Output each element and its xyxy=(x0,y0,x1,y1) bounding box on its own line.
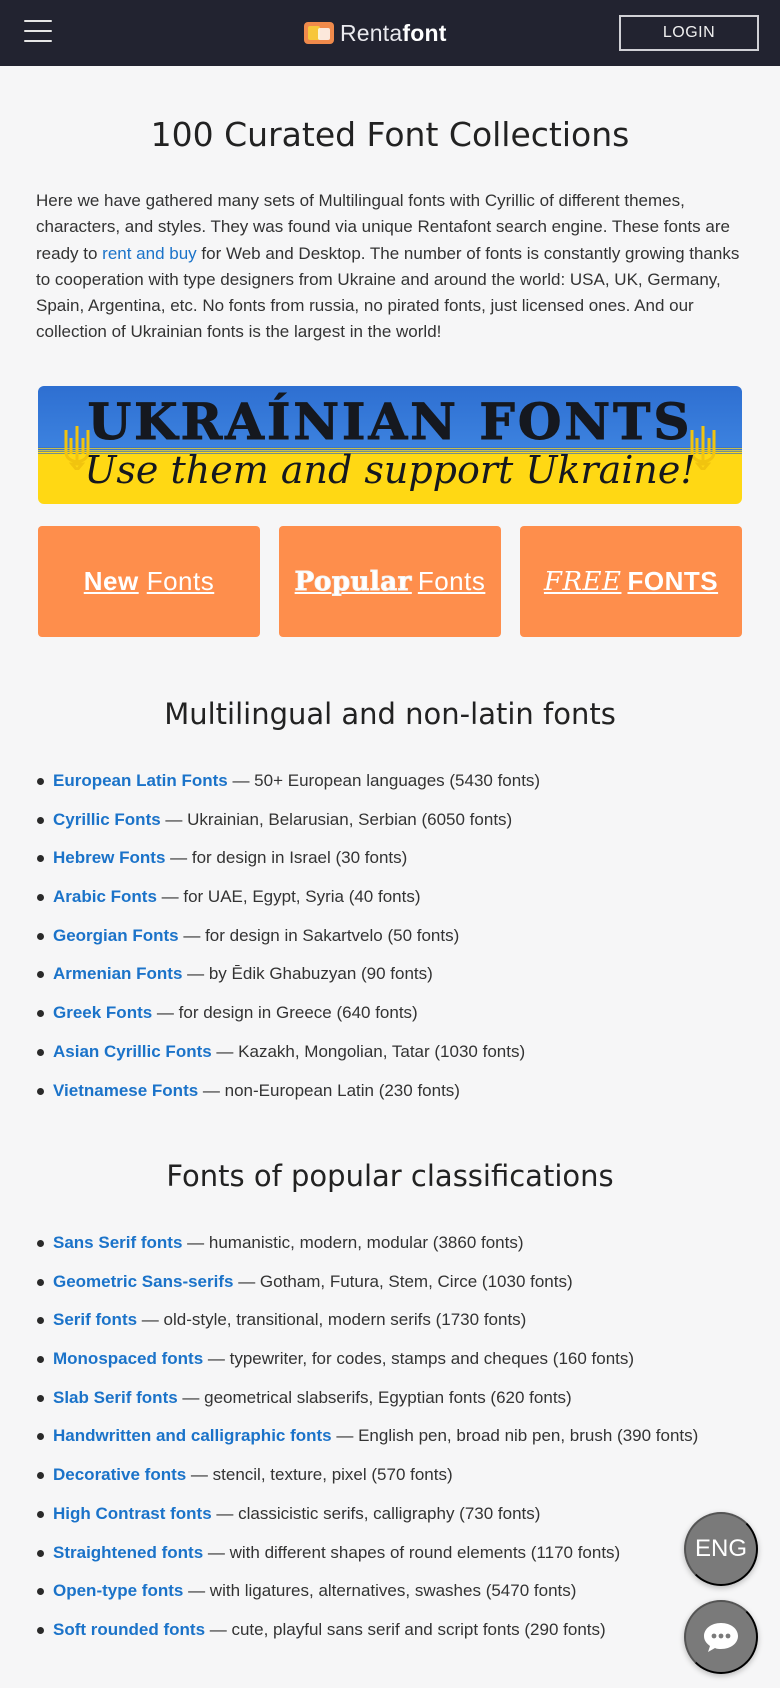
banner-subtitle: Use them and support Ukraine! xyxy=(84,448,696,492)
list-item: Georgian Fonts — for design in Sakartvelo (50 fonts) xyxy=(53,925,763,964)
new-fonts-tile[interactable]: New Fonts xyxy=(38,526,260,637)
rentafont-logo[interactable] xyxy=(304,18,447,48)
list-item: Slab Serif fonts — geometrical slabserifs, Egyptian fonts (620 fonts) xyxy=(53,1387,763,1426)
rent-and-buy-link[interactable]: rent and buy xyxy=(102,243,197,263)
list-item: Serif fonts — old-style, transitional, modern serifs (1730 fonts) xyxy=(53,1309,763,1348)
list-item: Asian Cyrillic Fonts — Kazakh, Mongolian, Tatar (1030 fonts) xyxy=(53,1041,763,1080)
list-item: Soft rounded fonts — cute, playful sans serif and script fonts (290 fonts) xyxy=(53,1619,763,1658)
list-item: European Latin Fonts — 50+ European languages (5430 fonts) xyxy=(53,770,763,809)
page-title: 100 Curated Font Collections xyxy=(150,115,630,154)
section-title-multilingual: Multilingual and non-latin fonts xyxy=(164,697,616,731)
list-item: Decorative fonts — stencil, texture, pixel (570 fonts) xyxy=(53,1464,763,1503)
ukrainian-fonts-banner[interactable] xyxy=(38,386,742,504)
intro-paragraph: Here we have gathered many sets of Multilingual fonts with Cyrillic of different themes, characters, and styles. They was found via unique Rentafont search engine. These fonts are ready to rent and buy for Web and Desktop. The number of fonts is constantly growing thanks to cooperation with type designers from Ukraine and around the world: USA, UK, Germany, Spain, Argentina, etc. No fonts from russia, no pirated fonts, just licensed ones. And our collection of Ukrainian fonts is the largest in the world! xyxy=(36,191,740,342)
login-button[interactable]: LOGIN xyxy=(619,15,759,51)
banner-title: UKRAÍNIAN FONTS xyxy=(87,392,693,451)
chat-bubble-icon xyxy=(702,1621,740,1653)
list-item: Sans Serif fonts — humanistic, modern, modular (3860 fonts) xyxy=(53,1232,763,1271)
list-item: Vietnamese Fonts — non-European Latin (230 fonts) xyxy=(53,1080,763,1119)
list-item: Cyrillic Fonts — Ukrainian, Belarusian, Serbian (6050 fonts) xyxy=(53,809,763,848)
logo-text: Rentafont xyxy=(340,19,447,46)
list-item: Open-type fonts — with ligatures, alternatives, swashes (5470 fonts) xyxy=(53,1580,763,1619)
section-title-classifications: Fonts of popular classifications xyxy=(166,1159,614,1193)
chat-button[interactable] xyxy=(684,1600,758,1674)
language-button[interactable]: ENG xyxy=(684,1512,758,1586)
list-item: Monospaced fonts — typewriter, for codes, stamps and cheques (160 fonts) xyxy=(53,1348,763,1387)
list-item: Armenian Fonts — by Ēdik Ghabuzyan (90 fonts) xyxy=(53,963,763,1002)
list-item: High Contrast fonts — classicistic serifs, calligraphy (730 fonts) xyxy=(53,1503,763,1542)
top-bar xyxy=(0,0,780,66)
list-item: Handwritten and calligraphic fonts — English pen, broad nib pen, brush (390 fonts) xyxy=(53,1425,763,1464)
multilingual-font-list xyxy=(53,770,763,1118)
free-fonts-tile[interactable]: FREE FONTS xyxy=(520,526,742,637)
list-item: Greek Fonts — for design in Greece (640 fonts) xyxy=(53,1002,763,1041)
logo-icon xyxy=(304,22,334,44)
list-item: Straightened fonts — with different shapes of round elements (1170 fonts) xyxy=(53,1542,763,1581)
list-item: Geometric Sans-serifs — Gotham, Futura, Stem, Circe (1030 fonts) xyxy=(53,1271,763,1310)
list-item: Arabic Fonts — for UAE, Egypt, Syria (40 fonts) xyxy=(53,886,763,925)
menu-icon[interactable] xyxy=(24,20,52,46)
popular-fonts-tile[interactable]: Popular Fonts xyxy=(279,526,501,637)
classification-font-list xyxy=(53,1232,763,1658)
list-item: Hebrew Fonts — for design in Israel (30 fonts) xyxy=(53,847,763,886)
